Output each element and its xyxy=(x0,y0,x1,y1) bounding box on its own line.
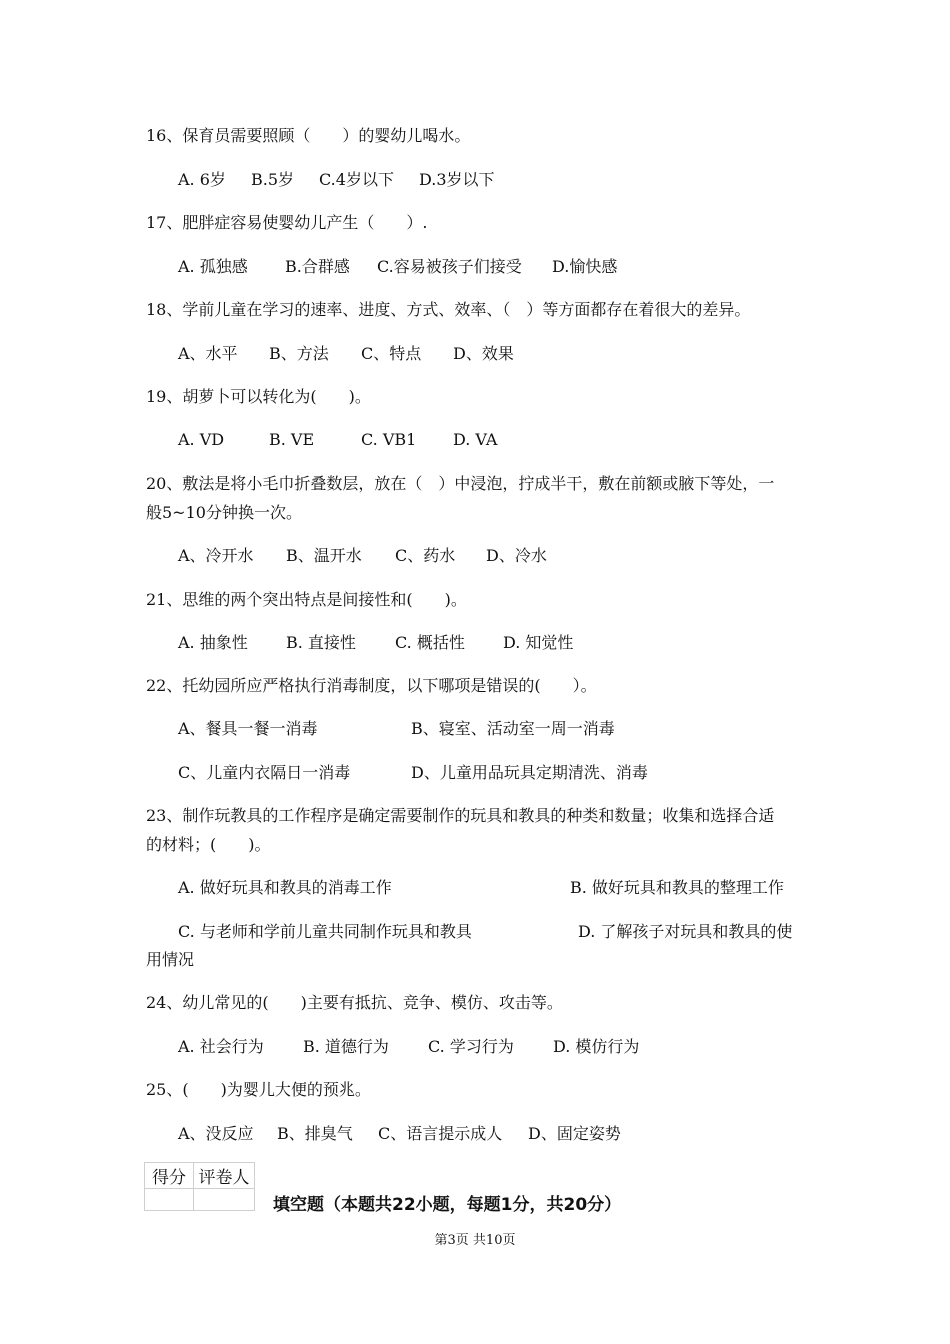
grader-cell xyxy=(194,1189,255,1211)
question-stem: 21、思维的两个突出特点是间接性和( )。 xyxy=(146,590,467,609)
option-b: B. 道德行为 xyxy=(303,1037,389,1056)
question-stem: 25、( )为婴儿大便的预兆。 xyxy=(146,1080,371,1099)
option-a: A. 做好玩具和教具的消毒工作 xyxy=(178,878,392,897)
option-d-continued: 用情况 xyxy=(146,950,195,969)
question-stem: 24、幼儿常见的( )主要有抵抗、竞争、模仿、攻击等。 xyxy=(146,993,563,1012)
option-b: B、排臭气 xyxy=(277,1124,353,1143)
option-d: D、儿童用品玩具定期清洗、消毒 xyxy=(411,763,648,782)
option-d: D.3岁以下 xyxy=(419,170,495,189)
option-a: A. 6岁 xyxy=(178,170,226,189)
option-b: B. VE xyxy=(269,430,315,449)
score-table xyxy=(144,1162,255,1211)
option-b: B.合群感 xyxy=(285,257,350,276)
option-b: B. 直接性 xyxy=(286,633,356,652)
option-c: C. 概括性 xyxy=(395,633,465,652)
option-b: B、方法 xyxy=(269,344,329,363)
option-d: D. 模仿行为 xyxy=(553,1037,640,1056)
question-stem: 23、制作玩教具的工作程序是确定需要制作的玩具和教具的种类和数量；收集和选择合适 xyxy=(146,806,775,825)
option-a: A、餐具一餐一消毒 xyxy=(178,719,318,738)
option-c: C. VB1 xyxy=(361,430,417,449)
option-d: D、冷水 xyxy=(486,546,547,565)
option-a: A、冷开水 xyxy=(178,546,254,565)
option-c: C.4岁以下 xyxy=(319,170,394,189)
question-stem: 20、敷法是将小毛巾折叠数层，放在（ ）中浸泡，拧成半干，敷在前额或腋下等处，一 xyxy=(146,474,775,493)
option-c: C、语言提示成人 xyxy=(378,1124,503,1143)
option-a: A、水平 xyxy=(178,344,238,363)
option-d: D、效果 xyxy=(453,344,514,363)
score-header: 得分 xyxy=(145,1163,194,1189)
grader-header: 评卷人 xyxy=(194,1163,255,1189)
option-c: C、特点 xyxy=(361,344,422,363)
option-c: C. 学习行为 xyxy=(428,1037,514,1056)
option-d: D.愉快感 xyxy=(552,257,618,276)
option-b: B、温开水 xyxy=(286,546,362,565)
question-stem-continued: 般5~10分钟换一次。 xyxy=(146,503,302,522)
option-a: A. 抽象性 xyxy=(178,633,248,652)
question-stem-continued: 的材料；( )。 xyxy=(146,835,271,854)
option-b: B.5岁 xyxy=(251,170,295,189)
option-b: B. 做好玩具和教具的整理工作 xyxy=(570,878,784,897)
option-d: D、固定姿势 xyxy=(528,1124,621,1143)
option-c: C. 与老师和学前儿童共同制作玩具和教具 xyxy=(178,922,472,941)
option-a: A. 孤独感 xyxy=(178,257,248,276)
question-stem: 22、托幼园所应严格执行消毒制度，以下哪项是错误的( ）。 xyxy=(146,676,597,695)
section-title: 填空题（本题共22小题，每题1分，共20分） xyxy=(273,1195,622,1215)
option-a: A. VD xyxy=(178,430,225,449)
option-a: A. 社会行为 xyxy=(178,1037,264,1056)
option-d: D. 知觉性 xyxy=(503,633,574,652)
option-b: B、寝室、活动室一周一消毒 xyxy=(411,719,615,738)
question-stem: 18、学前儿童在学习的速率、进度、方式、效率、（ ）等方面都存在着很大的差异。 xyxy=(146,300,751,319)
option-c: C.容易被孩子们接受 xyxy=(377,257,522,276)
question-stem: 19、胡萝卜可以转化为( )。 xyxy=(146,387,371,406)
option-a: A、没反应 xyxy=(178,1124,254,1143)
option-d: D. VA xyxy=(453,430,498,449)
option-c: C、儿童内衣隔日一消毒 xyxy=(178,763,351,782)
question-stem: 17、肥胖症容易使婴幼儿产生（ ）. xyxy=(146,213,428,232)
score-cell xyxy=(145,1189,194,1211)
option-c: C、药水 xyxy=(395,546,456,565)
page-footer: 第3页 共10页 xyxy=(434,1233,516,1248)
option-d: D. 了解孩子对玩具和教具的使 xyxy=(578,922,793,941)
question-stem: 16、保育员需要照顾（ ）的婴幼儿喝水。 xyxy=(146,126,471,145)
